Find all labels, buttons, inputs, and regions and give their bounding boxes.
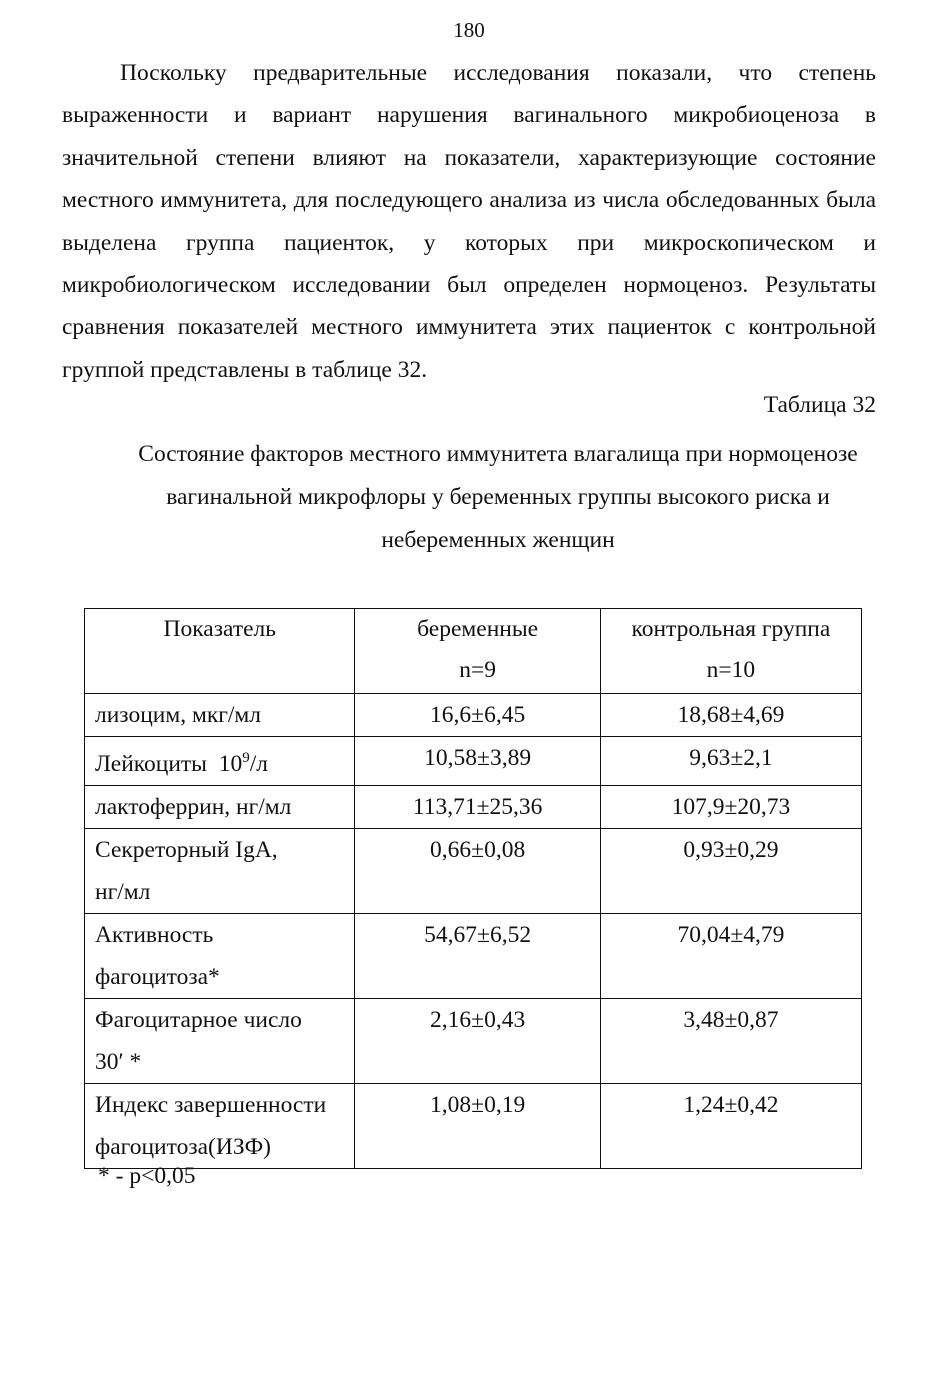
header-control-n: n=10 [706,657,756,683]
table-row [85,737,862,786]
row-value-control: 70,04±4,79 [600,914,861,999]
table-title [80,433,916,562]
row-label [85,786,355,829]
table-row [85,829,862,914]
header-pregnant-label: беременные [417,616,539,642]
row-value-pregnant: 10,58±3,89 [355,737,600,786]
table-footnote: * - p<0,05 [98,1163,196,1189]
row-value-pregnant: 113,71±25,36 [355,786,600,829]
row-value-control: 9,63±2,1 [600,737,861,786]
row-value-pregnant: 54,67±6,52 [355,914,600,999]
row-value-control: 3,48±0,87 [600,999,861,1084]
table-label: Таблица 32 [763,392,876,418]
row-label [85,914,355,999]
row-label-text: лактоферрин, нг/мл [95,794,292,820]
table-row [85,694,862,737]
row-value-pregnant: 16,6±6,45 [355,694,600,737]
header-pregnant-n: n=9 [459,657,497,683]
row-label-line-1: Активность [95,922,214,948]
row-value-control: 1,24±0,42 [600,1084,861,1169]
header-indicator [85,609,355,694]
page-number: 180 [453,18,485,42]
row-label-line-2: 30′ * [95,1049,142,1075]
row-value-control: 0,93±0,29 [600,829,861,914]
row-label-line-2: фагоцитоза* [95,964,220,990]
row-value-control: 18,68±4,69 [600,694,861,737]
row-label-line-1: Индекс завершенности [95,1092,327,1118]
row-value-pregnant: 2,16±0,43 [355,999,600,1084]
row-label [85,1084,355,1169]
header-control-label: контрольная группа [631,616,831,642]
header-indicator-label: Показатель [163,616,276,642]
table-header-row [85,609,862,694]
row-label-superscript: 9 [242,750,250,766]
row-label-suffix: /л [249,751,268,777]
row-value-pregnant: 1,08±0,19 [355,1084,600,1169]
table-row [85,999,862,1084]
immunity-table [84,608,862,1169]
row-value-pregnant: 0,66±0,08 [355,829,600,914]
row-label [85,737,355,786]
row-label-line-1: Фагоцитарное число [95,1007,302,1033]
row-label [85,829,355,914]
row-label [85,999,355,1084]
row-label [85,694,355,737]
header-control [600,609,861,694]
table-row [85,786,862,829]
table-row [85,914,862,999]
header-pregnant [355,609,600,694]
table-title-line-3: небеременных женщин [381,527,615,553]
row-label-line-2: фагоцитоза(ИЗФ) [95,1134,271,1160]
row-label-text: Лейкоциты 10 [95,751,243,777]
table-title-line-2: вагинальной микрофлоры у беременных группы высокого риска и [166,484,830,510]
row-value-control: 107,9±20,73 [600,786,861,829]
table-row [85,1084,862,1169]
table-title-line-1: Состояние факторов местного иммунитета влагалища при нормоценозе [138,441,858,467]
row-label-text: лизоцим, мкг/мл [95,702,262,728]
row-label-line-1: Секреторный IgA, [95,837,278,863]
row-label-line-2: нг/мл [95,879,151,905]
body-paragraph: Поскольку предварительные исследования показали, что степень выраженности и вариант нарушения вагинального микробиоценоза в значительной степени влияют на показатели, характеризующие состояние местного иммунитета, для последующего анализа из числа обследованных была выделена группа пациенток, у которых при микроскопическом и микробиологическом исследовании был определен нормоценоз. Результаты сравнения показателей местного иммунитета этих пациенток с контрольной группой представлены в таблице 32. [62,60,876,383]
